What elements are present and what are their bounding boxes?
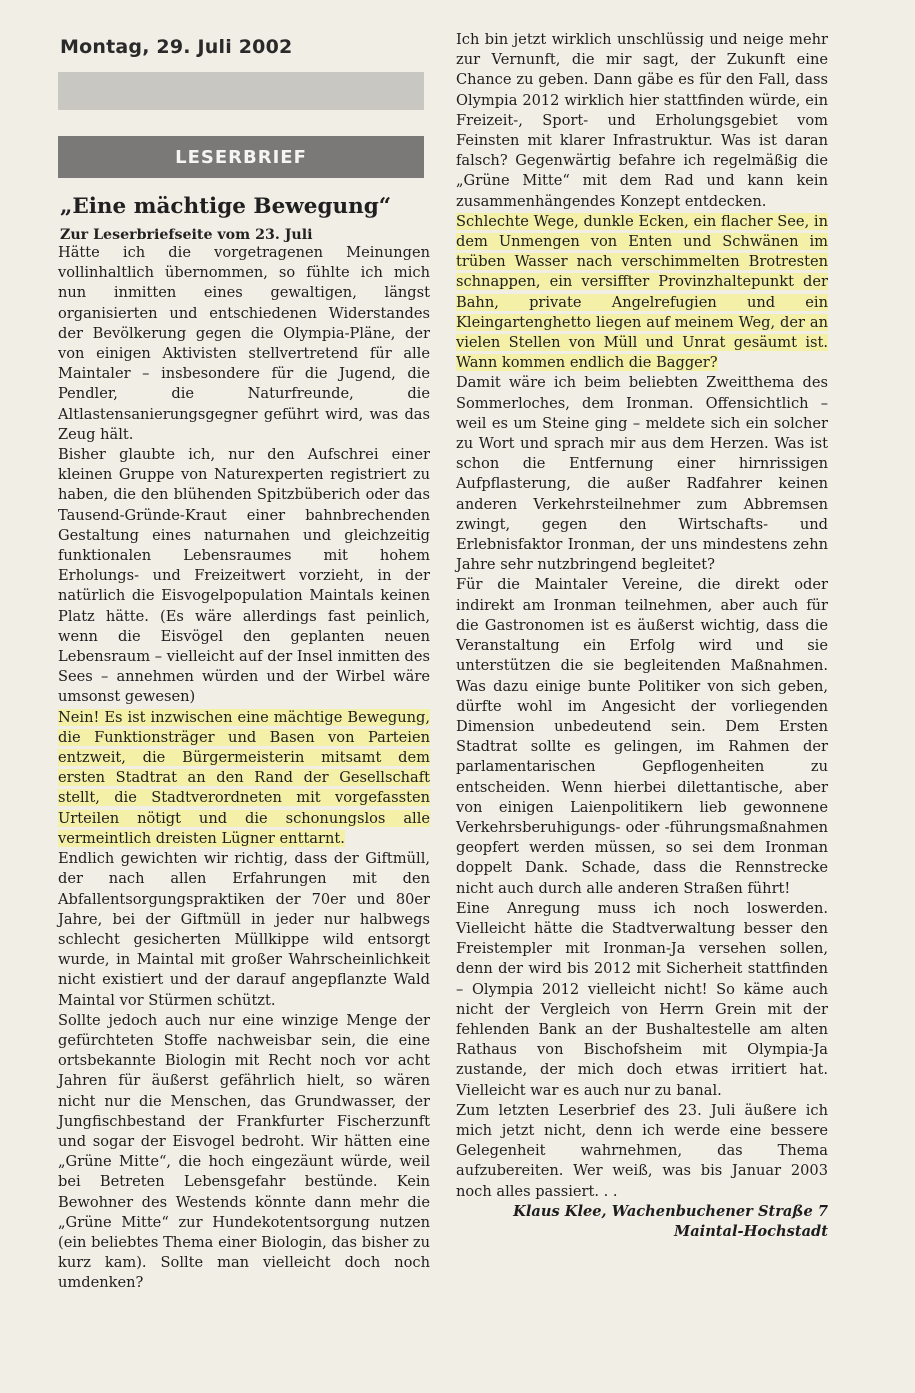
paragraph-7-highlighted <box>456 212 828 374</box>
highlight-marker: Schlechte Wege, dunkle Ecken, ein flacher See, in dem Unmengen von Enten und Schwänen im trüben Wasser nach verschimmelten Brotresten schnappen, ein versiffter Provinzhaltepunkt der Bahn, private Angelrefugien und ein Kleingartenghetto liegen auf meinem Weg, der an vielen Stellen von Müll und Unrat gesäumt ist. Wann kommen endlich die Bagger? <box>456 212 828 372</box>
highlight-marker: Nein! Es ist inzwischen eine mächtige Bewegung, die Funktionsträger und Basen von Parteien entzweit, die Bürgermeisterin mitsamt dem ersten Stadtrat an den Rand der Gesellschaft stellt, die Stadtverordneten mit vorgefassten Urteilen nötigt und die schonungslos alle vermeintlich dreisten Lügner enttarnt. <box>58 708 430 847</box>
paragraph-6: Ich bin jetzt wirklich unschlüssig und neige mehr zur Vernunft, die mir sagt, der Zukunft eine Chance zu geben. Dann gäbe es für den Fall, dass Olympia 2012 wirklich hier stattfinden würde, ein Freizeit-, Sport- und Erholungsgebiet vom Feinsten mit klarer Infrastruktur. Was ist daran falsch? Gegenwärtig befahre ich regelmäßig die „Grüne Mitte“ mit dem Rad und kann kein zusammenhängendes Konzept entdecken. <box>456 31 828 210</box>
paragraph-10: Eine Anregung muss ich noch loswerden. Vielleicht hätte die Stadtverwaltung besser den Freistempler mit Ironman-Ja versehen sollen, denn der wird bis 2012 mit Sicherheit stattfinden – Olympia 2012 vielleicht nicht! So käme auch nicht der Vergleich von Herrn Grein mit der fehlenden Bank an der Bushaltestelle am alten Rathaus von Bischofsheim mit Olympia-Ja zustande, der mich doch etwas irritiert hat. Vielleicht war es auch nur zu banal. <box>456 899 828 1099</box>
author-location: Maintal-Hochstadt <box>674 1222 828 1240</box>
paragraph-9: Für die Maintaler Vereine, die direkt oder indirekt am Ironman teilnehmen, aber auch für die Gastronomen ist es äußerst wichtig, dass die Veranstaltung ein Erfolg wird und sie unterstützen die sie begleitenden Maßnahmen. Was dazu einige bunte Politiker von sich geben, dürfte wohl im Angesicht der vorliegenden Dimension unbedeutend sein. Dem Ersten Stadtrat sollte es gelingen, im Rahmen der parlamentarischen Gepflogenheiten zu entscheiden. Wenn hierbei dilettantische, aber von einigen Laienpolitikern lieb gewonnene Verkehrsberuhigungs- oder -führungsmaßnahmen geopfert werden müssen, so sei dem Ironman doppelt Dank. Schade, dass die Rennstrecke nicht auch durch alle anderen Straßen führt! <box>456 576 828 897</box>
paragraph-4: Endlich gewichten wir richtig, dass der Giftmüll, der nach allen Erfahrungen mit den Abfallentsorgungspraktiken der 70er und 80er Jahre, bei der Giftmüll in jeder nur halbwegs schlecht gesicherten Müllkippe wild entsorgt wurde, in Maintal mit großer Wahrscheinlichkeit nicht existiert und der darauf angepflanzte Wald Maintal vor Stürmen schützt. <box>58 850 430 1009</box>
paragraph-1: Hätte ich die vorgetragenen Meinungen vollinhaltlich übernommen, so fühlte ich mich nun inmitten eines gewaltigen, längst organisierten und entschiedenen Widerstandes der Bevölkerung gegen die Olympia-Pläne, der von einigen Aktivisten stellvertretend für alle Maintaler – insbesondere für die Jugend, die Pendler, die Naturfreunde, die Altlastensanierungsgegner geführt wird, was das Zeug hält. <box>58 244 430 443</box>
right-column <box>456 30 828 1242</box>
paragraph-5: Sollte jedoch auch nur eine winzige Menge der gefürchteten Stoffe nachweisbar sein, die eine ortsbekannte Biologin mit Recht noch vor acht Jahren für äußerst gefährlich hielt, so wären nicht nur die Menschen, das Grundwasser, der Jungfischbestand der Frankfurter Fischerzunft und sogar der Eisvogel bedroht. Wir hätten eine „Grüne Mitte“, die hoch eingezäunt würde, weil bei Betreten Lebensgefahr bestünde. Kein Bewohner des Westends könnte dann mehr die „Grüne Mitte“ zur Hundekotentsorgung nutzen (ein beliebtes Thema einer Biologin, das bisher zu kurz kam). Sollte man vielleicht doch noch umdenken? <box>58 1011 430 1292</box>
article-subheadline: Zur Leserbriefseite vom 23. Juli <box>60 227 313 243</box>
paragraph-2: Bisher glaubte ich, nur den Aufschrei einer kleinen Gruppe von Naturexperten registriert zu haben, die den blühenden Spitzbüberich oder das Tausend-Gründe-Kraut einer bahnbrechenden Gestaltung eines naturnahen und gleichzeitig funktionalen Lebensraumes mit hohem Erholungs- und Freizeitwert vorzieht, in der natürlich die Eisvogelpopulation Maintals keinen Platz hätte. (Es wäre allerdings fast peinlich, wenn die Eisvögel den geplanten neuen Lebensraum – vielleicht auf der Insel inmitten des Sees – annehmen würden und der Wirbel wäre umsonst gewesen) <box>58 446 430 706</box>
paragraph-11: Zum letzten Leserbrief des 23. Juli äußere ich mich jetzt nicht, denn ich werde eine bessere Gelegenheit wahrnehmen, das Thema aufzubereiten. Wer weiß, was bis Januar 2003 noch alles passiert. . . <box>456 1101 828 1200</box>
rubric-label: LESERBRIEF <box>58 136 424 178</box>
header-band <box>58 72 424 110</box>
article-headline: „Eine mächtige Bewegung“ <box>60 194 392 219</box>
paragraph-8: Damit wäre ich beim beliebten Zweitthema des Sommerloches, dem Ironman. Offensichtlich – weil es um Steine ging – meldete sich ein solcher zu Wort und sprach mir aus dem Herzen. Was ist schon die Entfernung einer hirnrissigen Aufpflasterung, die außer Radfahrer keinen anderen Verkehrsteilnehmer zum Abbremsen zwingt, gegen den Wirtschafts- und Erlebnisfaktor Ironman, der uns mindestens zehn Jahre sehr nutzbringend begleitet? <box>456 374 828 574</box>
left-column <box>58 30 430 1294</box>
author-signature: Klaus Klee, Wachenbuchener Straße 7 <box>513 1202 828 1220</box>
issue-date: Montag, 29. Juli 2002 <box>60 36 293 58</box>
paragraph-3-highlighted <box>58 708 430 849</box>
